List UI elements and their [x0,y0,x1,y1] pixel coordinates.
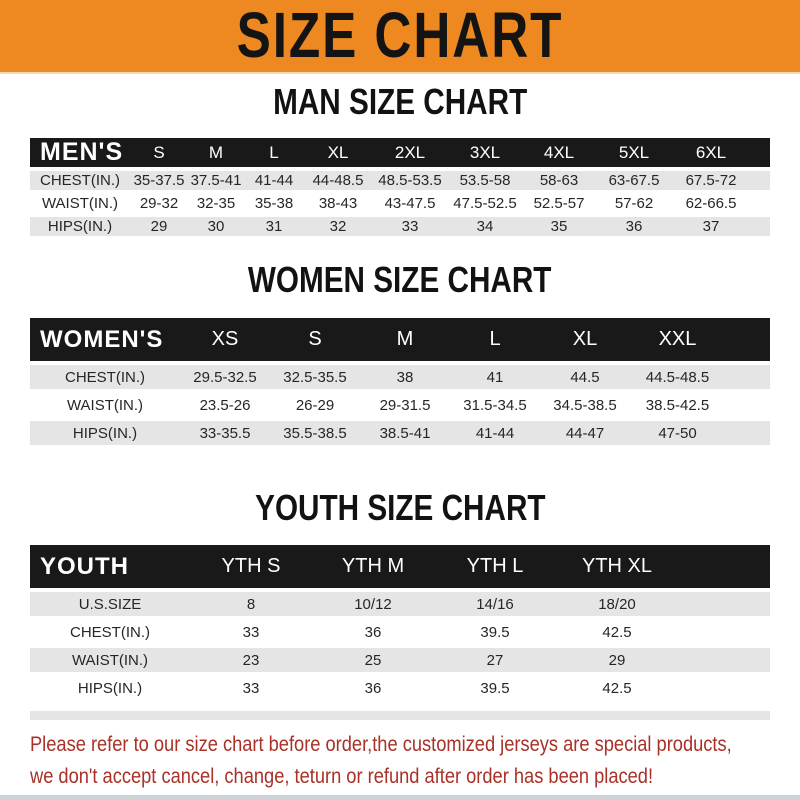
filler-cell [725,421,770,449]
table-row [30,365,770,393]
women-section-heading-text: WOMEN SIZE CHART [248,259,552,300]
cell: 27 [434,648,556,676]
cell: 38-43 [304,194,372,217]
disclaimer [30,729,800,793]
youth-section-heading [0,487,800,533]
filler-cell [750,194,770,217]
cell: 67.5-72 [672,171,750,194]
row-label: HIPS(IN.) [30,421,180,449]
cell: 34 [448,217,522,240]
column-header: S [270,318,360,365]
column-header: XL [304,138,372,171]
banner [0,0,800,74]
cell: 38.5-41 [360,421,450,449]
cell: 8 [190,592,312,620]
disclaimer-line-2: we don't accept cancel, change, teturn or refund after order has been placed! [30,765,654,788]
cell: 37 [672,217,750,240]
column-header: 2XL [372,138,448,171]
filler-cell [725,365,770,393]
cell: 41 [450,365,540,393]
cell: 26-29 [270,393,360,421]
table-row [30,194,770,217]
cell: 57-62 [596,194,672,217]
column-header: L [450,318,540,365]
cell: 62-66.5 [672,194,750,217]
cell: 33 [190,620,312,648]
filler-cell [750,138,770,171]
column-header: YTH L [434,545,556,592]
column-header: XL [540,318,630,365]
column-header: 6XL [672,138,750,171]
filler-cell [678,676,770,704]
cell: 39.5 [434,620,556,648]
cell: 39.5 [434,676,556,704]
cell: 29 [130,217,188,240]
row-label: WAIST(IN.) [30,194,130,217]
column-header: L [244,138,304,171]
cell: 10/12 [312,592,434,620]
row-label: CHEST(IN.) [30,365,180,393]
filler-cell [725,393,770,421]
cell: 42.5 [556,620,678,648]
cell: 29-31.5 [360,393,450,421]
cell: 31.5-34.5 [450,393,540,421]
cell: 41-44 [244,171,304,194]
cell: 42.5 [556,676,678,704]
cell: 23.5-26 [180,393,270,421]
cell: 38.5-42.5 [630,393,725,421]
cell: 29-32 [130,194,188,217]
cell: 23 [190,648,312,676]
table-row [30,393,770,421]
table-row [30,171,770,194]
cell: 43-47.5 [372,194,448,217]
row-label: HIPS(IN.) [30,217,130,240]
cell: 36 [312,676,434,704]
cell: 32 [304,217,372,240]
table-row [30,592,770,620]
column-header: 4XL [522,138,596,171]
cell: 33 [190,676,312,704]
table-title-cell: WOMEN'S [30,318,180,365]
filler-cell [678,592,770,620]
filler-cell [750,217,770,240]
filler-cell [725,318,770,365]
cell: 44-47 [540,421,630,449]
cell: 25 [312,648,434,676]
cell: 35-37.5 [130,171,188,194]
youth-size-table [30,545,770,704]
table-title-cell: MEN'S [30,138,130,171]
column-header: 3XL [448,138,522,171]
cell: 58-63 [522,171,596,194]
cell: 33-35.5 [180,421,270,449]
women-section-heading [0,259,800,305]
column-header: 5XL [596,138,672,171]
men-section-heading [0,81,800,127]
column-header: M [188,138,244,171]
cell: 14/16 [434,592,556,620]
row-label: U.S.SIZE [30,592,190,620]
table-row [30,421,770,449]
cell: 29 [556,648,678,676]
table-header-row [30,138,770,171]
men-section-heading-text: MAN SIZE CHART [272,81,528,122]
filler-cell [750,171,770,194]
row-label: CHEST(IN.) [30,171,130,194]
bottom-border [0,795,800,800]
cell: 48.5-53.5 [372,171,448,194]
cell: 47.5-52.5 [448,194,522,217]
cell: 34.5-38.5 [540,393,630,421]
cell: 33 [372,217,448,240]
page-title: SIZE CHART [236,0,564,72]
cell: 36 [596,217,672,240]
column-header: YTH XL [556,545,678,592]
cell: 52.5-57 [522,194,596,217]
row-label: CHEST(IN.) [30,620,190,648]
cell: 38 [360,365,450,393]
youth-section-heading-text: YOUTH SIZE CHART [254,487,546,528]
row-label: HIPS(IN.) [30,676,190,704]
cell: 41-44 [450,421,540,449]
filler-cell [678,648,770,676]
table-header-row [30,545,770,592]
table-header-row [30,318,770,365]
cell: 47-50 [630,421,725,449]
filler-cell [678,545,770,592]
cell: 31 [244,217,304,240]
table-row [30,217,770,240]
cell: 35.5-38.5 [270,421,360,449]
cell: 44.5 [540,365,630,393]
cell: 44.5-48.5 [630,365,725,393]
column-header: XS [180,318,270,365]
women-size-table [30,318,770,449]
cell: 35-38 [244,194,304,217]
column-header: YTH M [312,545,434,592]
column-header: S [130,138,188,171]
cell: 32-35 [188,194,244,217]
row-label: WAIST(IN.) [30,648,190,676]
row-label: WAIST(IN.) [30,393,180,421]
cell: 29.5-32.5 [180,365,270,393]
cell: 18/20 [556,592,678,620]
column-header: XXL [630,318,725,365]
cell: 63-67.5 [596,171,672,194]
cell: 32.5-35.5 [270,365,360,393]
column-header: M [360,318,450,365]
cell: 30 [188,217,244,240]
filler-cell [678,620,770,648]
cell: 36 [312,620,434,648]
cell: 37.5-41 [188,171,244,194]
column-header: YTH S [190,545,312,592]
table-row [30,676,770,704]
table-title-cell: YOUTH [30,545,190,592]
table-row [30,620,770,648]
cell: 35 [522,217,596,240]
table-bottom-strip [30,711,770,720]
disclaimer-line-1: Please refer to our size chart before order,the customized jerseys are special products, [30,733,732,756]
men-size-table [30,138,770,240]
cell: 44-48.5 [304,171,372,194]
table-row [30,648,770,676]
cell: 53.5-58 [448,171,522,194]
